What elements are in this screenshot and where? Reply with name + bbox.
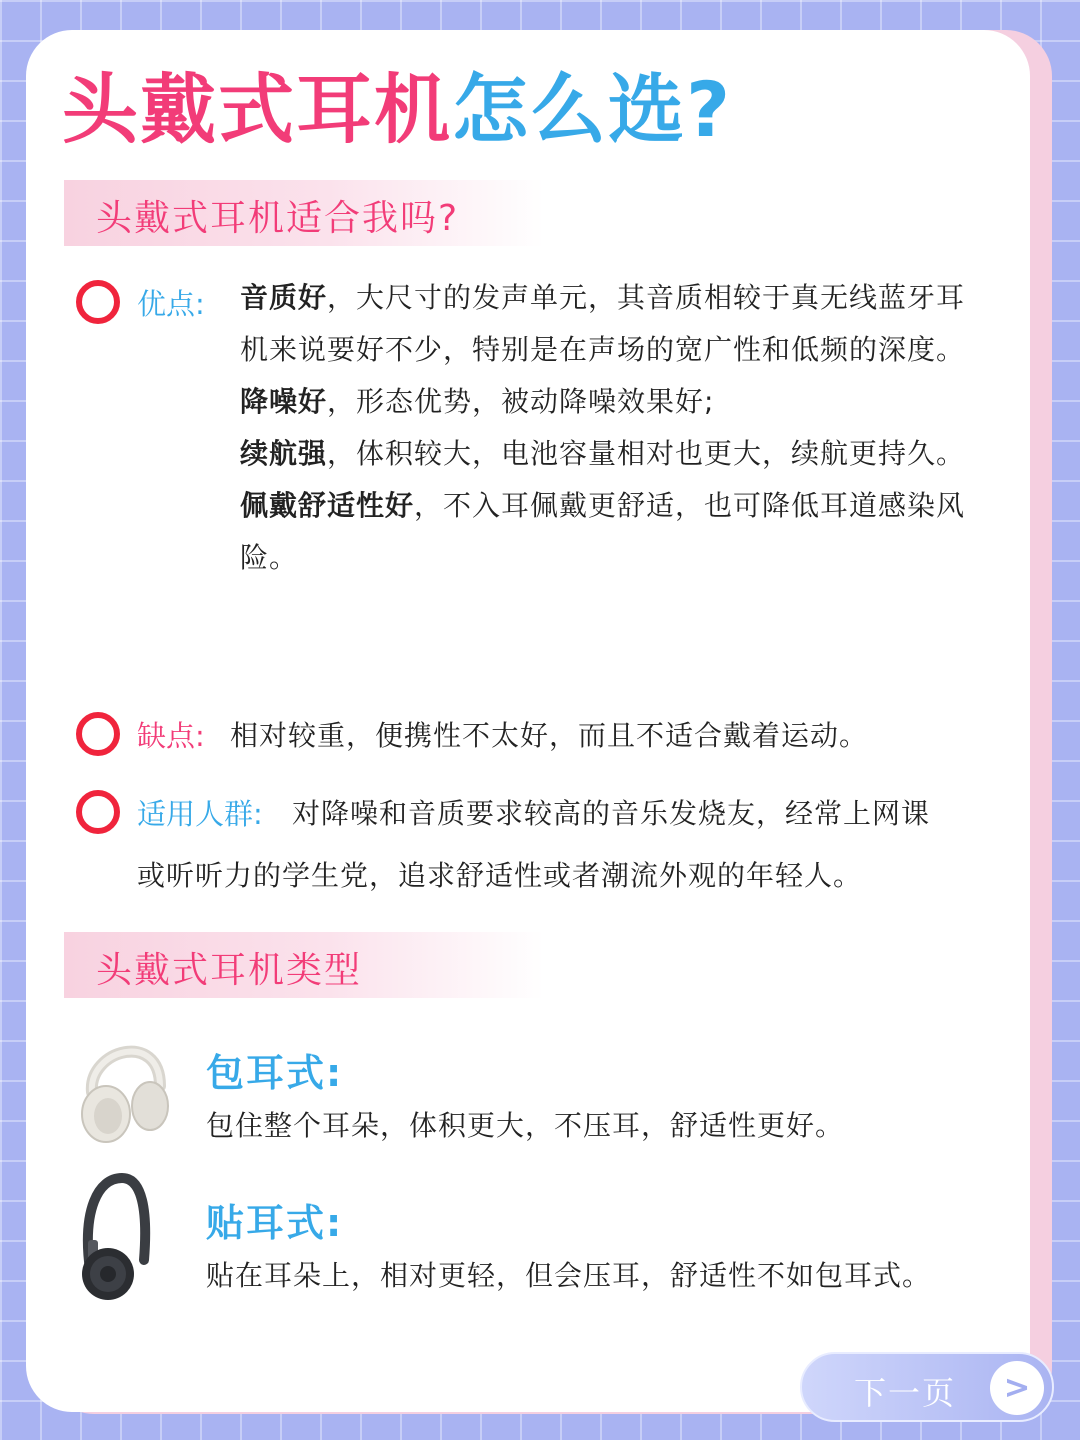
page-title xyxy=(62,62,732,158)
red-circle-icon xyxy=(76,712,120,756)
pros-item: 续航强，体积较大，电池容量相对也更大，续航更持久。 xyxy=(240,437,966,470)
next-page-label: 下一页 xyxy=(854,1374,957,1412)
section-banner-types xyxy=(64,932,544,998)
over-ear-headphone-icon xyxy=(74,1030,174,1146)
audience-text-line2: 或听听力的学生党，追求舒适性或者潮流外观的年轻人。 xyxy=(137,859,863,892)
section-banner-suitability xyxy=(64,180,544,246)
red-circle-icon xyxy=(76,790,120,834)
on-ear-headphone-icon xyxy=(78,1170,158,1302)
red-circle-icon xyxy=(76,280,120,324)
title-part2: 怎么选? xyxy=(452,65,733,154)
pros-label: 优点: xyxy=(137,287,205,321)
type-name-over-ear: 包耳式: xyxy=(206,1051,344,1095)
pros-item: 音质好，大尺寸的发声单元，其音质相较于真无线蓝牙耳机来说要好不少，特别是在声场的宽广性和低频的深度。 xyxy=(240,281,966,366)
cons-text: 相对较重，便携性不太好，而且不适合戴着运动。 xyxy=(230,719,869,752)
type-desc-on-ear: 贴在耳朵上，相对更轻，但会压耳，舒适性不如包耳式。 xyxy=(206,1259,932,1292)
cons-label: 缺点: xyxy=(137,719,205,753)
pros-item: 佩戴舒适性好，不入耳佩戴更舒适，也可降低耳道感染风险。 xyxy=(240,489,966,574)
pros-list xyxy=(240,272,980,584)
audience-label: 适用人群: xyxy=(137,797,263,831)
type-desc-over-ear: 包住整个耳朵，体积更大，不压耳，舒适性更好。 xyxy=(206,1109,845,1142)
section-heading: 头戴式耳机适合我吗? xyxy=(96,198,460,239)
type-name-on-ear: 贴耳式: xyxy=(206,1201,344,1245)
title-part1: 头戴式耳机 xyxy=(62,65,452,154)
next-page-button[interactable] xyxy=(800,1352,1054,1422)
chevron-right-icon: > xyxy=(990,1361,1044,1415)
audience-text-line1: 对降噪和音质要求较高的音乐发烧友，经常上网课 xyxy=(292,797,931,830)
section-heading: 头戴式耳机类型 xyxy=(96,950,363,991)
pros-item: 降噪好，形态优势，被动降噪效果好; xyxy=(240,385,715,418)
